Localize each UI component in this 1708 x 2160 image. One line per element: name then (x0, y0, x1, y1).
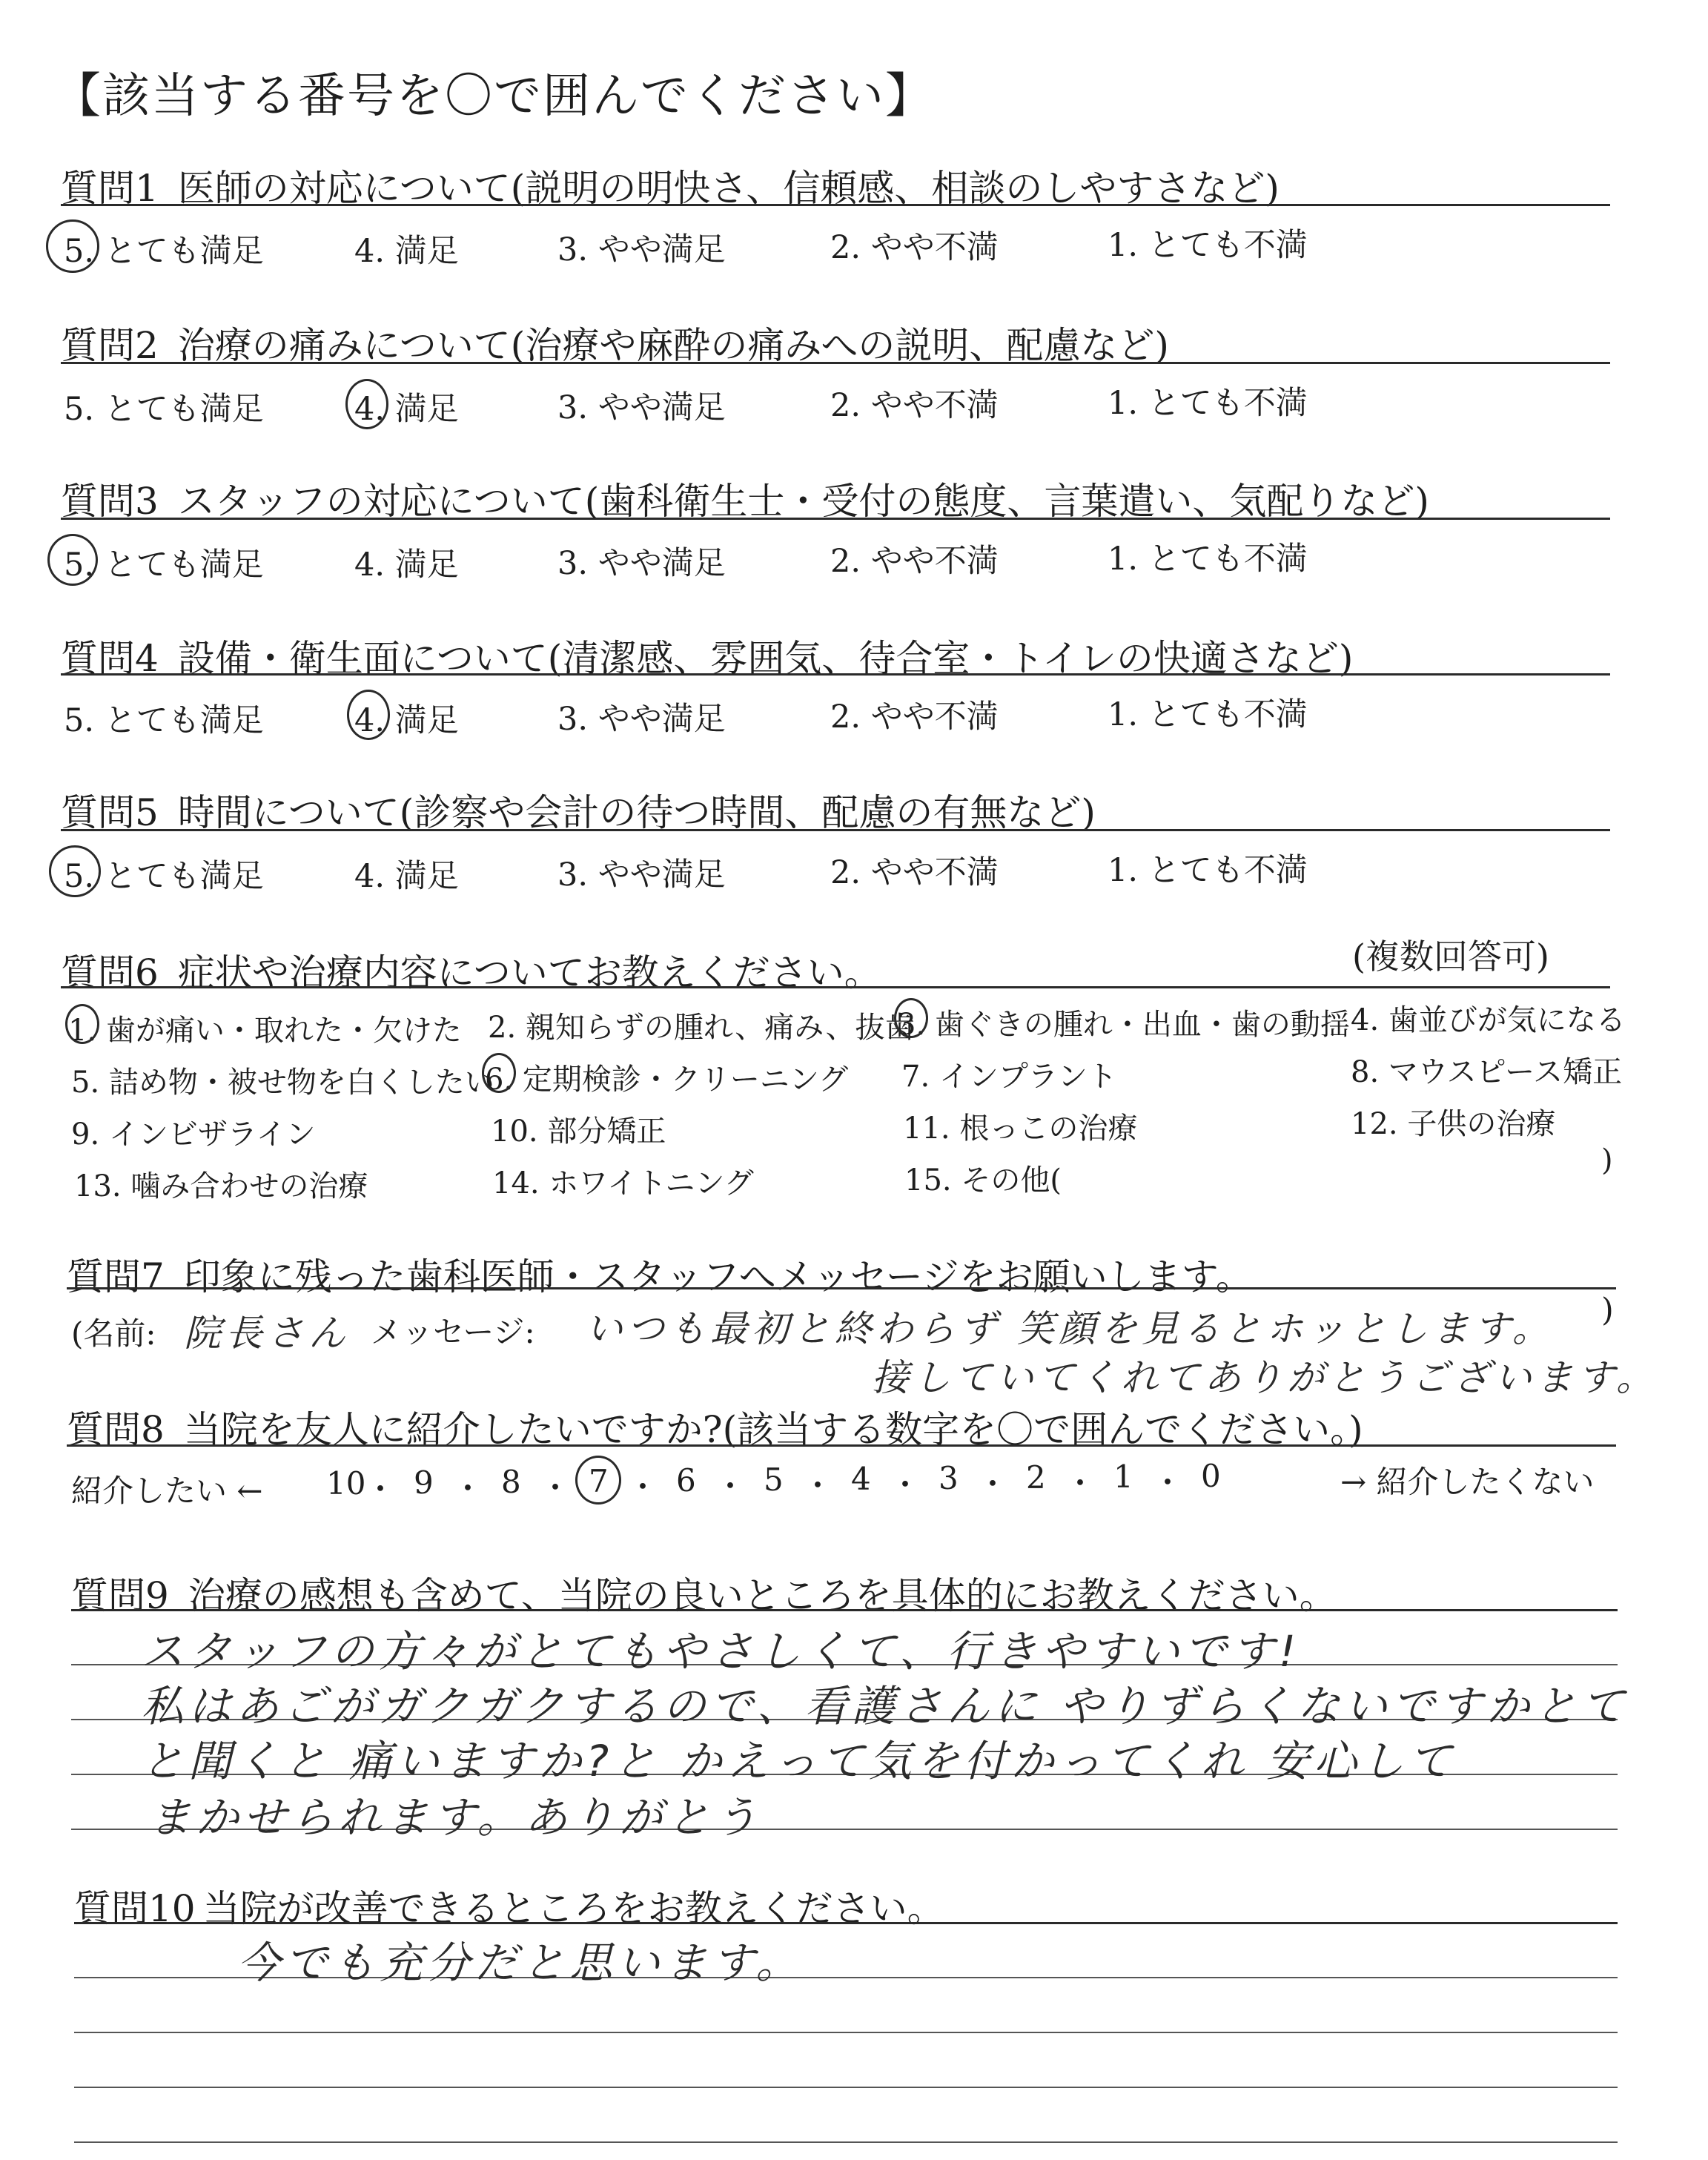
scale-value-2[interactable]: 2 (1026, 1459, 1046, 1496)
answer-circle-mark (46, 219, 99, 273)
scale-separator-dot: ・ (802, 1467, 834, 1504)
question-rule (74, 1922, 1618, 1924)
scale-value-3[interactable]: 3 (939, 1460, 959, 1496)
question-text: 印象に残った歯科医師・スタッフへメッセージをお願いします。 (183, 1255, 1253, 1298)
scale-value-0[interactable]: 0 (1201, 1458, 1221, 1494)
answer-line (74, 2032, 1618, 2033)
question-number: 質問5 (61, 791, 159, 834)
question-text: 当院を友人に紹介したいですか?(該当する数字を〇で囲んでください。) (183, 1408, 1363, 1451)
question-7-title (67, 1247, 1253, 1301)
question-rule (61, 829, 1610, 831)
q1-option-1[interactable]: 1. とても不満 (1108, 227, 1308, 264)
scale-separator-dot: ・ (1065, 1465, 1096, 1502)
q4-option-2[interactable]: 2. やや不満 (830, 698, 999, 736)
q5-option-5[interactable]: 5. とても満足 (64, 858, 264, 895)
name-label: (名前: (71, 1315, 156, 1352)
question-rule (61, 518, 1610, 520)
question-6-title (61, 943, 881, 997)
answer-line (74, 2141, 1618, 2143)
question-number: 質問8 (67, 1408, 165, 1451)
question-number: 質問1 (61, 167, 159, 210)
scale-separator-dot: ・ (890, 1467, 921, 1503)
handwritten-name: 院長さん (184, 1312, 350, 1355)
question-text: 治療の痛みについて(治療や麻酔の痛みへの説明、配慮など) (177, 324, 1169, 367)
q2-option-4[interactable]: 4. 満足 (354, 391, 459, 428)
q6-option-1[interactable]: 1. 歯が痛い・取れた・欠けた (68, 1014, 462, 1048)
q2-option-3[interactable]: 3. やや満足 (557, 389, 726, 426)
scale-value-8[interactable]: 8 (501, 1464, 521, 1500)
question-text: 医師の対応について(説明の明快さ、信頼感、相談のしやすさなど) (177, 167, 1280, 210)
question-text: 設備・衛生面について(清潔感、雰囲気、待合室・トイレの快適さなど) (177, 637, 1354, 680)
scale-separator-dot: ・ (365, 1471, 397, 1507)
scale-separator-dot: ・ (1152, 1464, 1184, 1501)
question-rule (67, 1287, 1616, 1289)
q1-option-2[interactable]: 2. やや不満 (830, 229, 999, 266)
q1-option-3[interactable]: 3. やや満足 (557, 231, 726, 268)
q6-option-12[interactable]: 12. 子供の治療 (1351, 1107, 1556, 1141)
question-rule (61, 986, 1610, 988)
scale-value-1[interactable]: 1 (1113, 1459, 1133, 1495)
question-text: 症状や治療内容についてお教えください。 (177, 951, 881, 994)
answer-circle-mark (49, 845, 101, 897)
handwritten-answer-line-4: まかせられます。ありがとう (148, 1792, 762, 1843)
q6-option-2[interactable]: 2. 親知らずの腫れ、痛み、抜歯 (488, 1011, 915, 1045)
handwritten-answer-line-2: 私はあごがガクガクするので、看護さんに やりずらくないですかとて (141, 1681, 1629, 1731)
scale-separator-dot: ・ (540, 1470, 572, 1506)
recommend-no-label: → 紹介したくない (1340, 1464, 1595, 1500)
answer-circle-mark (65, 1004, 99, 1044)
message-close-paren: ) (1601, 1292, 1614, 1329)
q6-option-6[interactable]: 6. 定期検診・クリーニング (485, 1063, 849, 1097)
q4-option-1[interactable]: 1. とても不満 (1108, 696, 1308, 733)
q3-option-3[interactable]: 3. やや満足 (557, 545, 726, 582)
q6-option-4[interactable]: 4. 歯並びが気になる (1351, 1003, 1626, 1037)
question-text: 治療の感想も含めて、当院の良いところを具体的にお教えください。 (188, 1574, 1337, 1617)
handwritten-answer-line-3: と聞くと 痛いますか?と かえって気を付かってくれ 安心して (141, 1736, 1457, 1786)
scale-value-6[interactable]: 6 (676, 1462, 696, 1499)
scale-value-10[interactable]: 10 (326, 1465, 366, 1502)
question-rule (61, 673, 1610, 676)
question-text: スタッフの対応について(歯科衛生士・受付の態度、言葉遣い、気配りなど) (177, 480, 1429, 523)
q6-option-5[interactable]: 5. 詰め物・被せ物を白くしたい (71, 1066, 494, 1100)
question-number: 質問7 (67, 1255, 165, 1298)
handwritten-answer-line-1: スタッフの方々がとてもやさしくて、行きやすいです! (141, 1626, 1301, 1677)
q5-option-4[interactable]: 4. 満足 (354, 858, 459, 895)
q3-option-5[interactable]: 5. とても満足 (64, 546, 264, 584)
q4-option-4[interactable]: 4. 満足 (354, 702, 459, 739)
question-rule (71, 1609, 1618, 1611)
q2-option-1[interactable]: 1. とても不満 (1108, 385, 1308, 422)
question-number: 質問10 (74, 1887, 196, 1930)
q5-option-3[interactable]: 3. やや満足 (557, 856, 726, 894)
question-number: 質問2 (61, 324, 159, 367)
handwritten-message-line-1: いつも最初と終わらず 笑顔を見るとホッとします。 (586, 1307, 1554, 1350)
answer-line (74, 2087, 1618, 2088)
scale-value-7[interactable]: 7 (589, 1463, 609, 1499)
question-rule (61, 362, 1610, 364)
q6-option-9[interactable]: 9. インビザライン (71, 1117, 316, 1152)
answer-circle-mark (894, 998, 928, 1038)
q2-option-2[interactable]: 2. やや不満 (830, 387, 999, 424)
question-number: 質問3 (61, 480, 159, 523)
question-rule (67, 1444, 1616, 1447)
answer-circle-mark (347, 690, 390, 740)
handwritten-improvement-answer: 今でも充分だと思います。 (237, 1938, 804, 1988)
question-rule (61, 204, 1610, 206)
answer-circle-mark (345, 379, 388, 429)
q1-option-5[interactable]: 5. とても満足 (64, 233, 264, 270)
question-number: 質問4 (61, 637, 159, 680)
q6-option-3[interactable]: 3. 歯ぐきの腫れ・出血・歯の動揺 (897, 1008, 1350, 1042)
scale-separator-dot: ・ (715, 1468, 747, 1505)
q4-option-3[interactable]: 3. やや満足 (557, 701, 726, 738)
q4-option-5[interactable]: 5. とても満足 (64, 702, 264, 739)
q2-option-5[interactable]: 5. とても満足 (64, 391, 264, 428)
recommend-yes-label: 紹介したい ← (71, 1473, 263, 1509)
q6-option-14[interactable]: 14. ホワイトニング (492, 1166, 754, 1200)
q6-option-13[interactable]: 13. 噛み合わせの治療 (74, 1169, 368, 1203)
answer-circle-mark (47, 534, 98, 586)
q5-option-2[interactable]: 2. やや不満 (830, 854, 999, 891)
question-10-title (74, 1879, 944, 1932)
q1-option-4[interactable]: 4. 満足 (354, 233, 459, 270)
q3-option-1[interactable]: 1. とても不満 (1108, 541, 1308, 578)
q5-option-1[interactable]: 1. とても不満 (1108, 852, 1308, 889)
question-number: 質問9 (71, 1574, 169, 1617)
instruction-heading: 【該当する番号を〇で囲んでください】 (53, 69, 934, 124)
q6-option-10[interactable]: 10. 部分矯正 (491, 1114, 666, 1149)
scale-value-9[interactable]: 9 (414, 1464, 434, 1501)
scale-value-5[interactable]: 5 (764, 1462, 784, 1498)
q3-option-4[interactable]: 4. 満足 (354, 546, 459, 584)
q6-option-7[interactable]: 7. インプラント (901, 1060, 1117, 1094)
scale-value-4[interactable]: 4 (851, 1461, 871, 1497)
question-9-title (71, 1566, 1337, 1619)
scale-separator-dot: ・ (627, 1469, 659, 1505)
question-number: 質問6 (61, 951, 159, 994)
multiple-answer-note: (複数回答可) (1352, 937, 1549, 977)
scale-separator-dot: ・ (452, 1470, 484, 1507)
message-label: メッセージ: (371, 1314, 535, 1350)
q6-option-15[interactable]: 15. その他( (904, 1163, 1062, 1198)
question-text: 時間について(診察や会計の待つ時間、配慮の有無など) (177, 791, 1096, 834)
q6-option-8[interactable]: 8. マウスピース矯正 (1351, 1055, 1623, 1089)
answer-circle-mark (575, 1456, 621, 1505)
scale-separator-dot: ・ (977, 1466, 1009, 1502)
handwritten-message-line-2: 接していてくれてありがとうございます。 (872, 1356, 1658, 1399)
q3-option-2[interactable]: 2. やや不満 (830, 543, 999, 580)
q6-option-11[interactable]: 11. 根っこの治療 (903, 1112, 1138, 1146)
question-text: 当院が改善できるところをお教えください。 (202, 1887, 944, 1930)
q6-other-close-paren: ) (1601, 1143, 1613, 1178)
answer-circle-mark (482, 1053, 516, 1093)
